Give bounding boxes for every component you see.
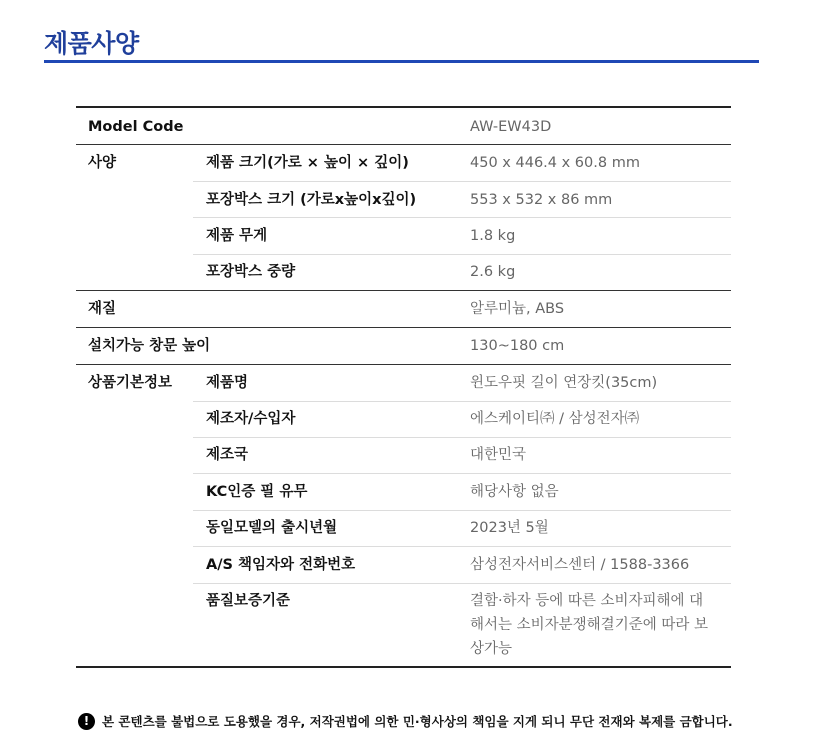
warranty-value	[470, 583, 731, 667]
release-label: 동일모델의 출시년월	[193, 510, 470, 546]
country-label: 제조국	[193, 437, 470, 473]
as-value: 삼성전자서비스센터 / 1588-3366	[470, 546, 731, 583]
title-underline	[44, 60, 759, 63]
exclamation-icon: !	[78, 713, 95, 730]
spec-box-weight-value: 2.6 kg	[470, 254, 731, 290]
table-row-material	[76, 290, 731, 327]
window-height-value: 130~180 cm	[470, 327, 731, 364]
material-label: 재질	[76, 290, 470, 327]
spec-box-weight-label: 포장박스 중량	[193, 254, 470, 290]
manufacturer-value: 에스케이티㈜ / 삼성전자㈜	[470, 401, 731, 437]
model-code-label: Model Code	[76, 107, 470, 144]
table-row-product-name	[76, 364, 731, 401]
page-title: 제품사양	[44, 29, 139, 58]
spec-box-size-value: 553 x 532 x 86 mm	[470, 181, 731, 217]
product-name-label: 제품명	[193, 364, 470, 401]
material-value: 알루미늄, ABS	[470, 290, 731, 327]
table-row-model-code	[76, 107, 731, 144]
release-value: 2023년 5월	[470, 510, 731, 546]
spec-group-label: 사양	[76, 144, 193, 290]
spec-table	[76, 106, 731, 668]
table-row-window-height	[76, 327, 731, 364]
basic-info-group-label: 상품기본정보	[76, 364, 193, 667]
spec-size-label: 제품 크기(가로 × 높이 × 깊이)	[193, 144, 470, 181]
copyright-notice-text: 본 콘텐츠를 불법으로 도용했을 경우, 저작권법에 의한 민·형사상의 책임을 지게 되니 무단 전재와 복제를 금합니다.	[102, 714, 733, 729]
as-label: A/S 책임자와 전화번호	[193, 546, 470, 583]
kc-label: KC인증 필 유무	[193, 473, 470, 510]
product-name-value: 윈도우핏 길이 연장킷(35cm)	[470, 364, 731, 401]
spec-weight-label: 제품 무게	[193, 217, 470, 254]
warranty-value-line-1: 결함·하자 등에 따른 소비자피해에 대	[470, 592, 704, 609]
copyright-notice	[78, 712, 733, 730]
model-code-value: AW-EW43D	[470, 107, 731, 144]
country-value: 대한민국	[470, 437, 731, 473]
warranty-value-line-2: 해서는 소비자분쟁해결기준에 따라 보	[470, 616, 708, 633]
warranty-value-line-3: 상가능	[470, 640, 513, 657]
spec-weight-value: 1.8 kg	[470, 217, 731, 254]
table-row-spec-size	[76, 144, 731, 181]
window-height-label: 설치가능 창문 높이	[76, 327, 470, 364]
spec-size-value: 450 x 446.4 x 60.8 mm	[470, 144, 731, 181]
warranty-label: 품질보증기준	[193, 583, 470, 667]
kc-value: 해당사항 없음	[470, 473, 731, 510]
manufacturer-label: 제조자/수입자	[193, 401, 470, 437]
spec-box-size-label: 포장박스 크기 (가로x높이x깊이)	[193, 181, 470, 217]
